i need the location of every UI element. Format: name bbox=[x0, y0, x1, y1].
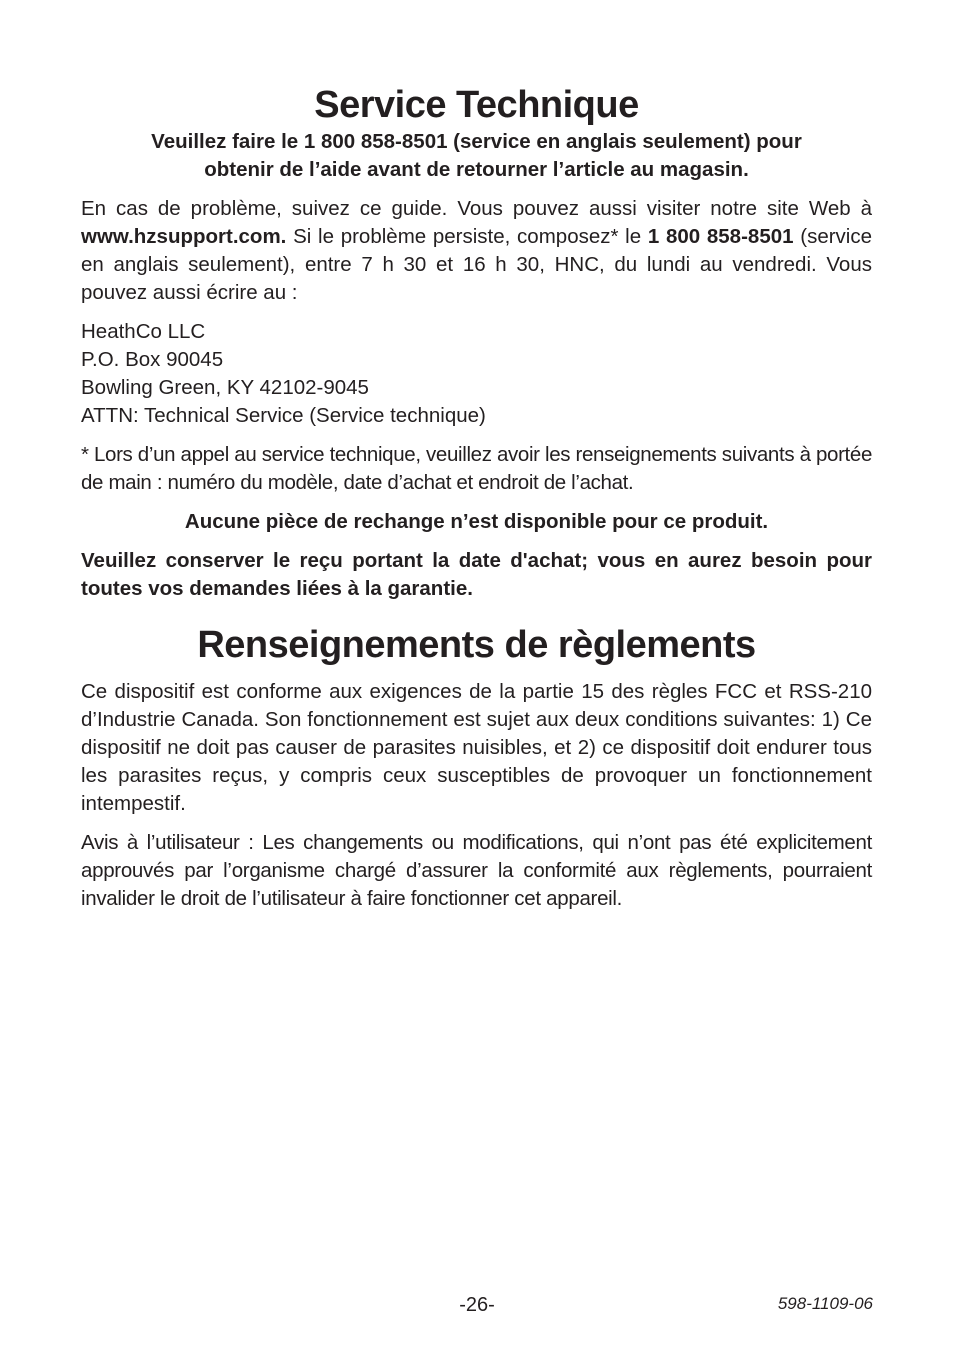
service-note: * Lors d’un appel au service technique, veuillez avoir les renseignements suivants à portée de main : numéro du modèle, date d’achat et endroit de l’achat. bbox=[81, 443, 872, 494]
regulations-paragraph-1: Ce dispositif est conforme aux exigences de la partie 15 des règles FCC et RSS-210 d’Industrie Canada. Son fonctionnement est sujet aux deux conditions suivantes: 1) Ce dispositif ne doit pas causer de parasites nuisibles, et 2) ce dispositif doit endurer tous les parasites reçus, y compris ceux susceptibles de provoquer un fonctionnement intempestif. bbox=[81, 680, 872, 815]
document-code: 598-1109-06 bbox=[777, 1294, 873, 1313]
service-title: Service Technique bbox=[314, 84, 639, 126]
mailing-address bbox=[81, 318, 872, 430]
service-paragraph-text-c: (service en anglais seulement), entre 7 h 30 et 16 h 30, HNC, du lundi au vendredi. Vous pouvez aussi écrire au : bbox=[81, 225, 873, 304]
receipt-notice: Veuillez conserver le reçu portant la date d'achat; vous en aurez besoin pour toutes vos demandes liées à la garantie. bbox=[81, 549, 872, 600]
service-intro-line1: Veuillez faire le 1 800 858-8501 (service en anglais seulement) pour bbox=[151, 130, 802, 153]
service-paragraph-text-a: En cas de problème, suivez ce guide. Vous pouvez aussi visiter notre site Web à bbox=[81, 197, 872, 220]
page-number: -26- bbox=[459, 1294, 495, 1316]
address-line: ATTN: Technical Service (Service technique) bbox=[81, 404, 486, 427]
service-paragraph-text-b: Si le problème persiste, composez* le bbox=[286, 225, 648, 248]
service-intro-line2: obtenir de l’aide avant de retourner l’article au magasin. bbox=[204, 158, 749, 181]
no-parts-notice: Aucune pièce de rechange n’est disponible pour ce produit. bbox=[184, 510, 769, 533]
service-intro bbox=[81, 128, 872, 184]
page-content bbox=[81, 82, 872, 913]
regulations-paragraph-2: Avis à l’utilisateur : Les changements ou modifications, qui n’ont pas été explicitement approuvés par l’organisme chargé d’assurer la conformité aux règlements, pourraient invalider le droit de l’utilisateur à faire fonctionner cet appareil. bbox=[81, 831, 872, 910]
service-paragraph bbox=[81, 195, 872, 307]
address-line: Bowling Green, KY 42102-9045 bbox=[81, 376, 369, 399]
regulations-title: Renseignements de règlements bbox=[197, 624, 756, 666]
support-phone: 1 800 858-8501 bbox=[647, 225, 794, 248]
address-line: HeathCo LLC bbox=[81, 320, 206, 343]
address-line: P.O. Box 90045 bbox=[81, 348, 224, 371]
support-website: www.hzsupport.com. bbox=[81, 225, 287, 248]
